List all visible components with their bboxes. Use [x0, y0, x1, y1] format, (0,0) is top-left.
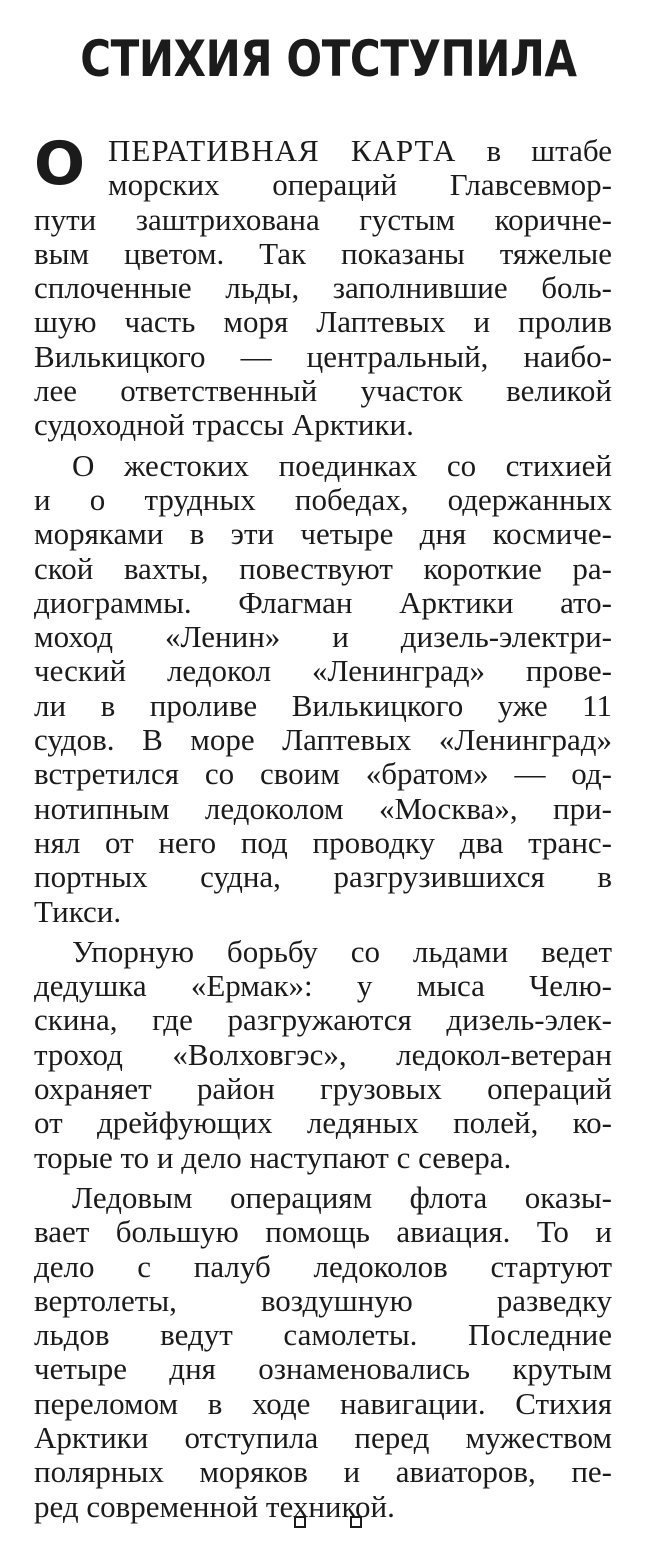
article-body: [34, 129, 612, 1524]
article-line: торые то и дело наступают с севера.: [34, 1140, 512, 1175]
article-line: ческий ледокол «Ленинград» прове-: [34, 654, 612, 689]
article-line: переломом в ходе навигации. Стихия: [34, 1386, 612, 1421]
end-square-icon: [350, 1516, 362, 1528]
article-line: охраняет район грузовых операций: [34, 1072, 612, 1107]
article-line: моход «Ленин» и дизель-электри-: [34, 620, 612, 655]
article-line: шую часть моря Лаптевых и пролив: [34, 305, 612, 340]
article-line: вает большую помощь авиация. То и: [34, 1215, 612, 1250]
article-line: судов. В море Лаптевых «Ленинград»: [34, 723, 612, 758]
headline: СТИХИЯ ОТСТУПИЛА: [80, 30, 577, 88]
article-line: Тикси.: [34, 894, 122, 929]
article-line: дело с палуб ледоколов стартуют: [34, 1249, 612, 1284]
article-line: морских операций Главсевмор-: [108, 168, 612, 203]
end-marks: [0, 1516, 655, 1528]
article-line: судоходной трассы Арктики.: [34, 408, 414, 443]
article-line: от дрейфующих ледяных полей, ко-: [34, 1106, 612, 1141]
article-line: льдов ведут самолеты. Последние: [34, 1318, 612, 1353]
article-line: встретился со своим «братом» — од-: [34, 757, 612, 792]
article-line: О жестоких поединках со стихией: [72, 448, 612, 483]
article-line: четыре дня ознаменовались крутым: [34, 1352, 612, 1387]
article-line: моряками в эти четыре дня космиче-: [34, 517, 612, 552]
article-line: дедушка «Ермак»: у мыса Челю-: [34, 969, 612, 1004]
article-line: [34, 134, 612, 168]
lead-rest: в штабе: [456, 134, 612, 168]
article-line: ли в проливе Вилькицкого уже 11: [34, 688, 612, 723]
article-line: Ледовым операциям флота оказы-: [72, 1180, 612, 1215]
article-line: пути заштрихована густым коричне-: [34, 202, 612, 237]
article-line: вертолеты, воздушную разведку: [34, 1283, 612, 1318]
article-line: Упорную борьбу со льдами ведет: [72, 934, 612, 969]
article: [34, 28, 612, 1524]
article-line: ской вахты, повествуют короткие ра-: [34, 551, 612, 586]
article-line: диограммы. Флагман Арктики ато-: [34, 585, 612, 620]
article-line: сплоченные льды, заполнившие боль-: [34, 271, 612, 306]
drop-cap: О: [34, 129, 86, 199]
article-line: вым цветом. Так показаны тяжелые: [34, 236, 612, 271]
end-square-icon: [294, 1516, 306, 1528]
article-line: нотипным ледоколом «Москва», при-: [34, 791, 612, 826]
article-line: лее ответственный участок великой: [34, 374, 612, 409]
article-line: полярных моряков и авиаторов, пе-: [34, 1455, 612, 1490]
article-line: портных судна, разгрузившихся в: [34, 860, 612, 895]
article-line: нял от него под проводку два транс-: [34, 825, 612, 860]
article-line: Вилькицкого — центральный, наибо-: [34, 339, 612, 374]
article-line: ред современной техникой.: [34, 1489, 395, 1524]
article-line: троход «Волховгэс», ледокол-ветеран: [34, 1037, 612, 1072]
lead-caps: ПЕРАТИВНАЯ КАРТА: [108, 134, 457, 168]
article-line: Арктики отступила перед мужеством: [34, 1420, 612, 1455]
article-line: и о трудных победах, одержанных: [34, 482, 612, 517]
article-line: скина, где разгружаются дизель-элек-: [34, 1003, 612, 1038]
